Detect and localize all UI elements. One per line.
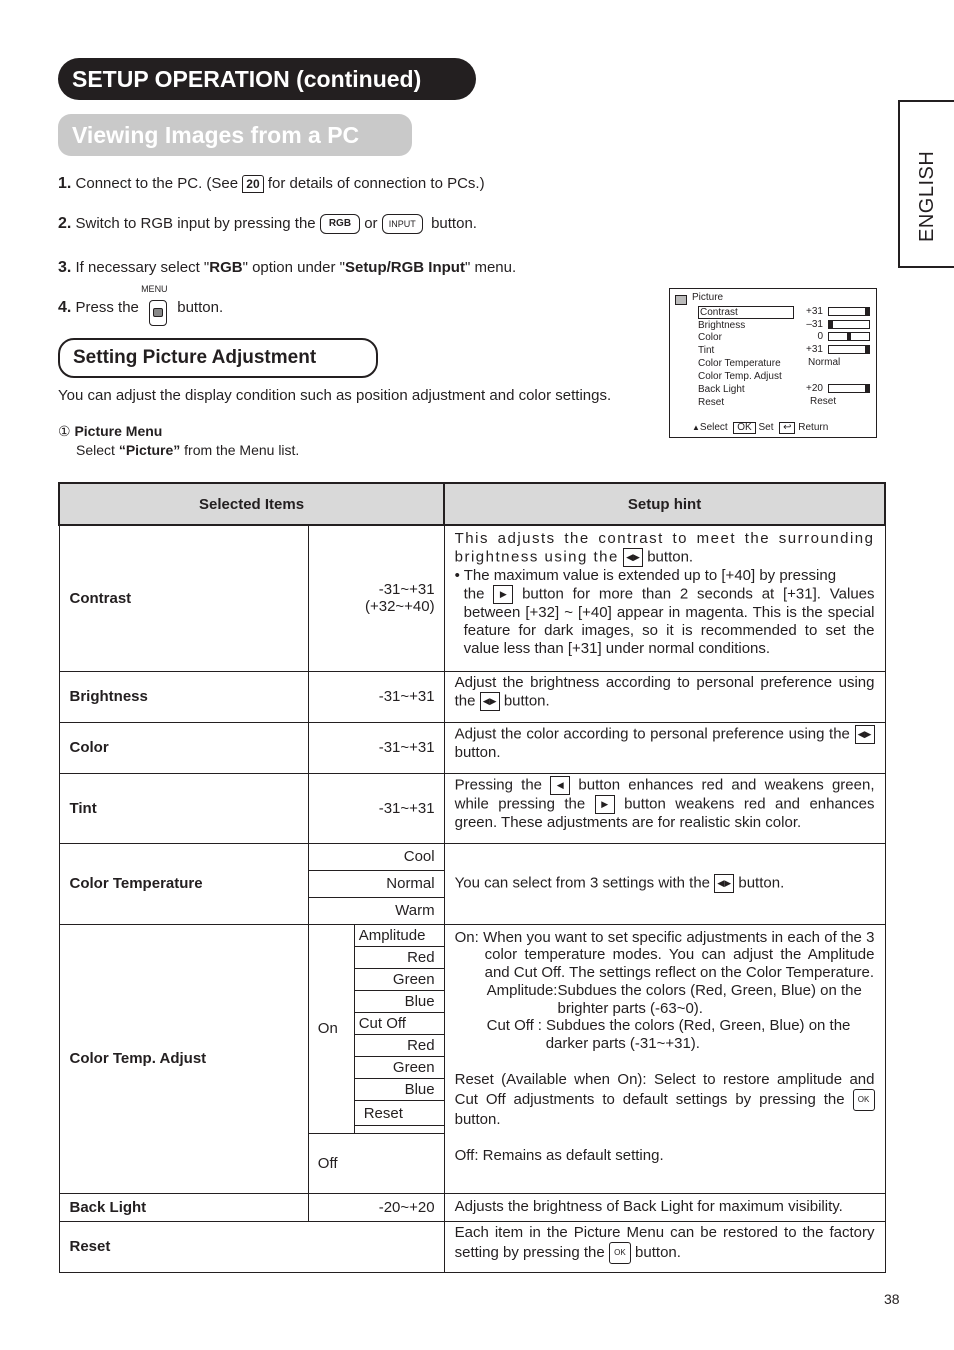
hint-reset [455, 1071, 875, 1129]
hint-text: Adjust the brightness according to personal preference using the [454, 673, 875, 709]
hint-text: button. [454, 1110, 501, 1128]
item-hint [444, 722, 885, 773]
subitem: Green [355, 969, 444, 991]
adjust-subitems [354, 924, 444, 1133]
left-right-button-icon: ◀▶ [623, 548, 643, 567]
item-label: Color Temp. Adjust [59, 924, 308, 1193]
step-2 [58, 214, 477, 234]
step-number: 4. [58, 299, 72, 316]
step-3 [58, 259, 516, 277]
osd-value: Reset [810, 396, 837, 407]
item-range: -31~+31 [308, 773, 444, 843]
osd-level-bar [828, 320, 870, 329]
osd-level-marker [865, 385, 869, 392]
page-number: 38 [884, 1291, 900, 1307]
hint-text: button. [647, 548, 694, 566]
osd-footer-set: Set [758, 422, 774, 433]
table-header-row [59, 483, 885, 525]
left-right-button-icon: ◀▶ [480, 692, 500, 711]
step-4 [58, 284, 224, 326]
item-label: Contrast [59, 525, 308, 671]
hint-text: Subdues the colors (Red, Green, Blue) on the brighter parts (-63~0). [557, 981, 862, 1017]
on-label: On [308, 924, 354, 1133]
ok-key-icon: OK [733, 422, 755, 434]
range-text: -31~+31 [378, 581, 435, 599]
menu-button-icon [141, 284, 169, 326]
item-hint [444, 843, 885, 924]
hint-text: the [463, 585, 485, 603]
hint-text: Amplitude: [486, 981, 558, 999]
step-1 [58, 175, 485, 193]
osd-level-marker [865, 308, 869, 315]
osd-title: Picture [692, 292, 724, 303]
osd-item: Reset [698, 397, 725, 408]
book-page-icon: 20 [242, 175, 263, 193]
hint-text: button enhances red and weakens green, while pressing the [454, 775, 875, 812]
hint-text: • The maximum value is extended up to [+40] by pressing [454, 567, 837, 584]
intro-text: You can adjust the display condition such as position adjustment and color settings. [58, 387, 612, 404]
subitem-table [355, 925, 444, 1127]
step-bold: RGB [209, 259, 243, 276]
item-hint [444, 924, 885, 1193]
step-text: " menu. [464, 259, 517, 276]
osd-item: Back Light [698, 384, 745, 395]
item-label: Brightness [59, 671, 308, 722]
option-cell: Normal [308, 870, 444, 897]
subitem: Cut Off [355, 1013, 444, 1035]
step-text: for details of connection to PCs.) [267, 175, 485, 192]
item-hint [444, 773, 885, 843]
hint-amplitude [455, 982, 875, 1018]
table-row [59, 773, 885, 843]
hint-text: button weakens red and enhances green. These adjustments are for realistic skin color. [454, 794, 875, 831]
subitem: Reset [355, 1101, 444, 1126]
hint-text: This adjusts the contrast to meet the surrounding brightness using the [454, 530, 875, 566]
table-row [59, 843, 885, 870]
osd-level-bar [828, 384, 870, 393]
item-hint [444, 671, 885, 722]
hint-text: Pressing the [454, 775, 543, 793]
subitem: Red [355, 947, 444, 969]
item-label: Reset [59, 1221, 444, 1272]
osd-footer-select: Select [699, 422, 728, 433]
osd-level-bar [828, 345, 870, 354]
circled-number: ① [58, 423, 71, 439]
hint-cutoff [455, 1017, 875, 1053]
osd-level-bar [828, 332, 870, 341]
item-hint [444, 525, 885, 671]
hint-text: Cut Off [486, 1017, 534, 1035]
item-label: Tint [59, 773, 308, 843]
table-row [59, 671, 885, 722]
column-header: Selected Items [59, 483, 444, 525]
item-label: Color Temperature [59, 843, 308, 924]
step-text: Switch to RGB input by pressing the [75, 214, 316, 232]
sub-heading: Setting Picture Adjustment [58, 338, 378, 378]
off-label: Off [308, 1133, 444, 1193]
hint-text: button. [454, 743, 501, 761]
table-row [59, 924, 885, 1133]
language-label: ENGLISH [916, 150, 938, 242]
option-cell: Cool [308, 843, 444, 870]
option-cell: Warm [308, 897, 444, 924]
table-row [59, 525, 885, 671]
ok-button-icon: OK [853, 1089, 875, 1111]
step-number: 3. [58, 259, 72, 276]
hint-text: : Subdues the colors (Red, Green, Blue) on the darker parts (-31~+31). [537, 1017, 851, 1053]
osd-item: Contrast [698, 306, 794, 319]
picture-icon [675, 295, 687, 305]
osd-level-marker [847, 333, 851, 340]
table-row [59, 1193, 885, 1221]
osd-level-marker [865, 346, 869, 353]
item-range [308, 525, 444, 671]
item-label: Back Light [59, 1193, 308, 1221]
osd-value: 0 [817, 331, 823, 342]
picture-menu-label [58, 423, 162, 440]
item-range: -31~+31 [308, 671, 444, 722]
osd-menu-illustration [669, 288, 877, 438]
osd-value: Normal [808, 357, 841, 368]
step-text: If necessary select " [75, 259, 210, 276]
osd-item: Tint [698, 345, 715, 356]
step-bold: Setup/RGB Input [344, 259, 465, 276]
osd-level-marker [829, 321, 833, 328]
subitem: Red [355, 1035, 444, 1057]
instruction-text: Select [76, 442, 115, 458]
instruction-text: from the Menu list. [184, 442, 300, 458]
step-text: or [364, 214, 378, 232]
picture-menu-instruction [76, 442, 299, 458]
range-text: (+32~+40) [364, 598, 435, 616]
left-right-button-icon: ◀▶ [855, 725, 875, 744]
menu-button-label: MENU [141, 284, 168, 294]
right-button-icon: ▶ [595, 795, 615, 814]
hint-text: Off: Remains as default setting. [454, 1146, 664, 1164]
osd-footer-return: Return [798, 422, 829, 433]
subitem: Amplitude [355, 925, 444, 947]
step-text: " option under " [242, 259, 345, 276]
step-text: button. [431, 214, 477, 232]
osd-value: +20 [806, 383, 823, 394]
hint-text: Reset (Available when On): Select to restore amplitude and Cut Off adjustments to default settings by pressing the [454, 1071, 875, 1108]
item-label: Color [59, 722, 308, 773]
osd-level-bar [828, 307, 870, 316]
step-text: Connect to the PC. (See [75, 175, 239, 192]
step-number: 1. [58, 175, 72, 192]
subitem: Blue [355, 1079, 444, 1101]
hint-text: Adjust the color according to personal preference using the [454, 724, 850, 742]
subitem: Blue [355, 991, 444, 1013]
osd-item: Color Temp. Adjust [698, 371, 782, 382]
table-row [59, 722, 885, 773]
osd-item: Color Temperature [698, 358, 781, 369]
ok-button-icon: OK [609, 1242, 631, 1264]
step-text: button. [177, 299, 224, 316]
osd-item: Brightness [698, 320, 746, 331]
return-key-icon: ↩ [779, 422, 795, 434]
page-title: SETUP OPERATION (continued) [58, 58, 476, 100]
hint-text: On: When you want to set specific adjustments in each of the 3 color temperature modes. You can adjust the Amplitude and Cut Off. The settings reflect on the Color Temperature. [454, 928, 875, 982]
step-number: 2. [58, 214, 72, 232]
picture-settings-table [58, 482, 886, 1273]
column-header: Setup hint [444, 483, 885, 525]
hint-text: button. [503, 691, 550, 709]
updown-icon: ▲ [692, 423, 700, 432]
picture-menu-title: Picture Menu [74, 423, 163, 439]
table-row [59, 1221, 885, 1272]
instruction-bold: “Picture” [118, 442, 181, 458]
input-button-icon: INPUT [382, 214, 423, 234]
step-text: Press the [75, 299, 139, 316]
hint-text: Each item in the Picture Menu can be restored to the factory setting by pressing the [454, 1223, 875, 1261]
left-right-button-icon: ◀▶ [714, 874, 734, 893]
osd-value: +31 [806, 344, 823, 355]
hint-text: button. [635, 1243, 681, 1261]
right-button-icon: ▶ [493, 585, 513, 604]
osd-value: –31 [806, 319, 823, 330]
item-range: -20~+20 [308, 1193, 444, 1221]
item-range: -31~+31 [308, 722, 444, 773]
osd-value: +31 [806, 306, 823, 317]
hint-text: button. [738, 874, 785, 892]
left-button-icon: ◀ [550, 776, 570, 795]
subitem: Green [355, 1057, 444, 1079]
item-hint: Adjusts the brightness of Back Light for maximum visibility. [444, 1193, 885, 1221]
osd-footer [692, 422, 828, 434]
rgb-button-icon: RGB [320, 214, 360, 234]
hint-text: You can select from 3 settings with the [454, 874, 711, 892]
hint-text: button for more than 2 seconds at [+31]. Values between [+32] ~ [+40] appear in magenta. This is the special feature for dark images, so it is recommended to set the value less than [+31] under normal conditions. [463, 585, 875, 657]
section-title: Viewing Images from a PC [58, 114, 412, 156]
item-hint [444, 1221, 885, 1272]
language-tab [898, 100, 954, 268]
osd-item: Color [698, 332, 722, 343]
